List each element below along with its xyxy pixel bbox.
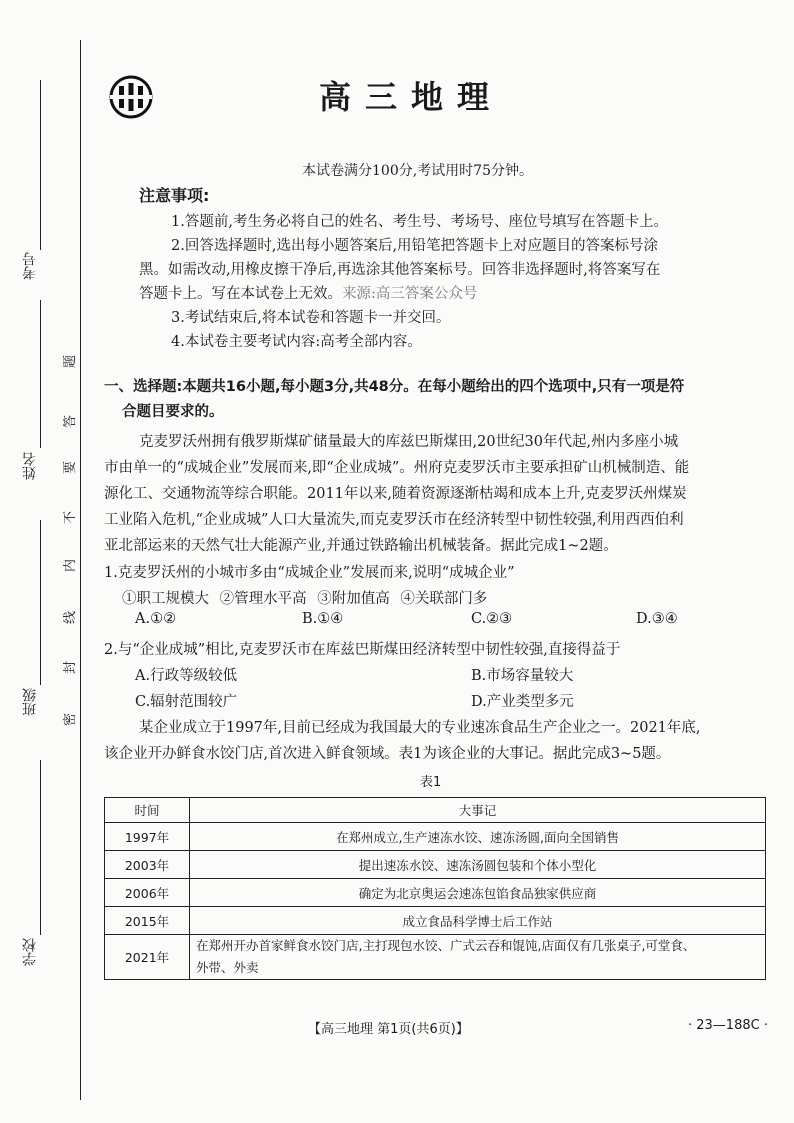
section-heading: 一、选择题:本题共16小题,每小题3分,共48分。在每小题给出的四个选项中,只有一项是符	[104, 379, 685, 395]
watermark-text: 来源:高三答案公众号	[342, 286, 478, 302]
table-caption: 表1	[420, 775, 442, 790]
page-footer: 【高三地理 第1页(共6页)】	[308, 1022, 469, 1037]
option-c: C.辐射范围较广	[135, 694, 238, 710]
option-b: B.市场容量较大	[471, 668, 574, 684]
table-cell-year: 2015年	[105, 907, 190, 935]
note-item: 答题卡上。写在本试卷上无效。来源:高三答案公众号	[139, 286, 478, 302]
table-cell-event: 在郑州成立,生产速冻水饺、速冻汤圆,面向全国销售	[190, 823, 766, 851]
column-header-events: 大事记	[190, 798, 766, 823]
passage-line: 亚北部运来的天然气壮大能源产业,并通过铁路输出机械装备。据此完成1~2题。	[104, 538, 618, 554]
passage-line: 市由单一的“成城企业”发展而来,即“企业成城”。州府克麦罗沃市主要承担矿山机械制造、能	[104, 460, 690, 476]
question-1-stem: 1.克麦罗沃州的小城市多由“成城企业”发展而来,说明“成城企业”	[104, 565, 515, 581]
table-cell-event-line: 外带、外卖	[196, 960, 259, 975]
option-c: C.②③	[471, 611, 513, 627]
option-d: D.产业类型多元	[471, 694, 574, 710]
table-cell-year: 2003年	[105, 851, 190, 879]
table-header-row	[105, 798, 766, 823]
note-item: 黑。如需改动,用橡皮擦干净后,再选涂其他答案标号。回答非选择题时,将答案写在	[139, 262, 661, 278]
table-row	[105, 823, 766, 851]
note-item: 4.本试卷主要考试内容:高考全部内容。	[171, 334, 422, 350]
seal-char: 不	[63, 510, 79, 525]
passage-line: 该企业开办鲜食水饺门店,首次进入鲜食领域。表1为该企业的大事记。据此完成3~5题。	[104, 746, 671, 762]
passage-line: 源化工、交通物流等综合职能。2011年以来,随着资源逐渐枯竭和成本上升,克麦罗沃州煤炭	[104, 486, 687, 502]
seal-char: 内	[63, 558, 79, 573]
seal-char: 答	[63, 414, 79, 429]
binding-line	[80, 40, 81, 1100]
exam-number-label: 考号	[22, 252, 38, 280]
column-header-time: 时间	[105, 798, 190, 823]
table-row	[105, 935, 766, 980]
seal-char: 封	[63, 660, 79, 675]
note-item: 1.答题前,考生务必将自己的姓名、考生号、考场号、座位号填写在答题卡上。	[171, 214, 668, 230]
seal-char: 题	[63, 354, 79, 369]
question-2-stem: 2.与“企业成城”相比,克麦罗沃市在库兹巴斯煤田经济转型中韧性较强,直接得益于	[104, 642, 621, 658]
option-b: B.①④	[302, 611, 344, 627]
school-label: 学校	[22, 938, 38, 966]
passage-line: 克麦罗沃州拥有俄罗斯煤矿储量最大的库兹巴斯煤田,20世纪30年代起,州内多座小城	[139, 434, 679, 450]
exam-code: · 23—188C ·	[688, 1018, 768, 1033]
seal-char: 线	[63, 610, 79, 625]
page-title: 高三地理	[318, 78, 503, 116]
table-cell-event-line: 在郑州开办首家鲜食水饺门店,主打现包水饺、广式云吞和馄饨,店面仅有几张桌子,可堂食、	[196, 938, 696, 953]
passage-line: 某企业成立于1997年,目前已经成为我国最大的专业速冻食品生产企业之一。2021年底,	[139, 720, 701, 736]
class-field	[40, 520, 41, 685]
passage-line: 工业陷入危机,“企业成城”人口大量流失,而克麦罗沃市在经济转型中韧性较强,利用西西伯利	[104, 512, 684, 528]
notes-heading: 注意事项:	[139, 186, 210, 205]
option-a: A.①②	[135, 611, 177, 627]
seal-char: 要	[63, 460, 79, 475]
note-item: 3.考试结束后,将本试卷和答题卡一并交回。	[171, 310, 451, 326]
table-cell-year: 2021年	[105, 935, 190, 980]
exam-subtitle: 本试卷满分100分,考试用时75分钟。	[302, 163, 533, 179]
table-cell-year: 2006年	[105, 879, 190, 907]
table-cell-event	[190, 935, 766, 980]
events-table	[104, 797, 766, 980]
student-name-field	[40, 300, 41, 448]
school-field	[40, 760, 41, 935]
section-heading-cont: 合题目要求的。	[122, 404, 224, 420]
option-d: D.③④	[636, 611, 678, 627]
question-1-statements: ①职工规模大 ②管理水平高 ③附加值高 ④关联部门多	[122, 591, 488, 607]
table-row	[105, 851, 766, 879]
seal-char: 密	[63, 712, 79, 727]
table-cell-year: 1997年	[105, 823, 190, 851]
table-row	[105, 907, 766, 935]
student-name-label: 姓名	[22, 452, 38, 480]
table-cell-event: 提出速冻水饺、速冻汤圆包装和个体小型化	[190, 851, 766, 879]
table-cell-event: 确定为北京奥运会速冻包馅食品独家供应商	[190, 879, 766, 907]
class-label: 班级	[22, 688, 38, 716]
table-cell-event: 成立食品科学博士后工作站	[190, 907, 766, 935]
note-item: 2.回答选择题时,选出每小题答案后,用铅笔把答题卡上对应题目的答案标号涂	[171, 238, 659, 254]
table-row	[105, 879, 766, 907]
option-a: A.行政等级较低	[135, 668, 238, 684]
